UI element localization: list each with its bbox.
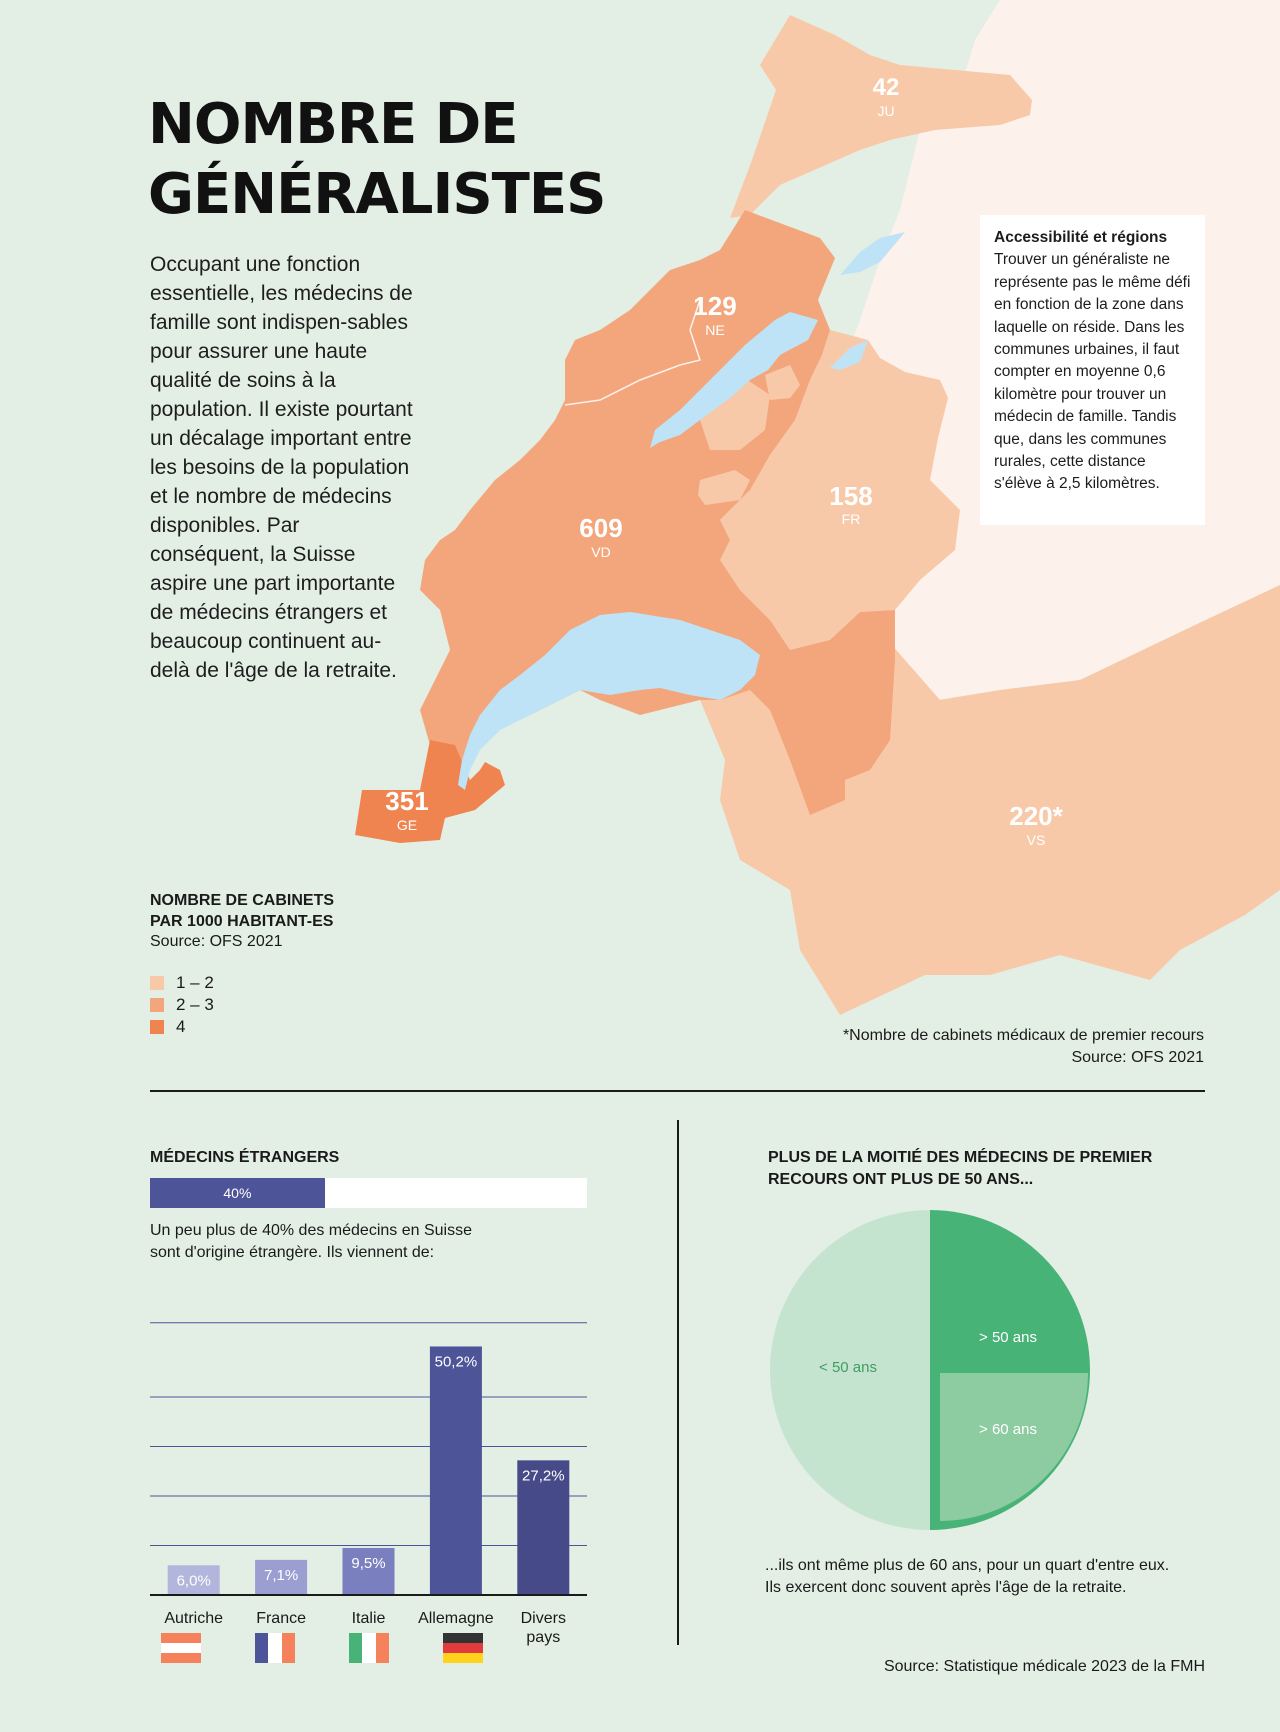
legend-title-line-2: PAR 1000 HABITANT-ES bbox=[150, 913, 334, 930]
canton-vd-code: VD bbox=[591, 544, 611, 560]
canton-fr-value: 158 bbox=[829, 481, 873, 511]
foreign-description-line-2: sont d'origine étrangère. Ils viennent de: bbox=[150, 1244, 435, 1261]
bar-category-label: France bbox=[256, 1610, 306, 1627]
footnote-line-1: *Nombre de cabinets médicaux de premier recours bbox=[842, 1027, 1204, 1044]
canton-ne-value: 129 bbox=[693, 291, 737, 321]
legend-label: 2 – 3 bbox=[176, 995, 214, 1014]
france-flag-icon bbox=[255, 1633, 295, 1663]
intro-paragraph: Occupant une fonction essentielle, les médecins de famille sont indispen-sables pour assurer une haute qualité de soins à la population. Il existe pourtant un décalage important entre les besoins de la population et le nombre de médecins disponibles. Par conséquent, la Suisse aspire une part importante de médecins étrangers et beaucoup continuent au-delà de l'âge de la retraite. bbox=[150, 253, 413, 682]
footnote-line-2: Source: OFS 2021 bbox=[1071, 1049, 1204, 1066]
bar-value-label: 27,2% bbox=[522, 1467, 565, 1485]
legend-source: Source: OFS 2021 bbox=[150, 933, 283, 950]
bar-value-label: 6,0% bbox=[176, 1572, 211, 1590]
bar-category-label: Italie bbox=[351, 1610, 386, 1627]
austria-flag-icon bbox=[161, 1633, 201, 1663]
canton-ju-code: JU bbox=[877, 103, 895, 119]
age-note-line-2: Ils exercent donc souvent après l'âge de la retraite. bbox=[765, 1579, 1127, 1596]
map-footnote bbox=[843, 1025, 1204, 1069]
age-title-line-1: PLUS DE LA MOITIÉ DES MÉDECINS DE PREMIER bbox=[768, 1149, 1153, 1166]
pie-label-over-60: > 60 ans bbox=[979, 1421, 1037, 1438]
canton-vd-value: 609 bbox=[579, 513, 623, 543]
pie-label-under-50: < 50 ans bbox=[819, 1359, 877, 1376]
page-title-line-1: NOMBRE DE bbox=[148, 92, 518, 157]
legend-label: 4 bbox=[176, 1017, 186, 1036]
age-title bbox=[768, 1147, 1152, 1191]
canton-fr-code: FR bbox=[841, 511, 861, 527]
bar-value-label: 7,1% bbox=[263, 1566, 299, 1584]
age-note bbox=[765, 1555, 1169, 1599]
foreign-doctors-title: MÉDECINS ÉTRANGERS bbox=[150, 1149, 340, 1166]
foreign-description-line-1: Un peu plus de 40% des médecins en Suisse bbox=[150, 1222, 472, 1239]
canton-ge-code: GE bbox=[396, 817, 418, 833]
canton-ge-value: 351 bbox=[385, 786, 429, 816]
page-title-line-2: GÉNÉRALISTES bbox=[148, 162, 606, 227]
legend-title-line-1: NOMBRE DE CABINETS bbox=[150, 892, 335, 909]
legend-label: 1 – 2 bbox=[176, 973, 214, 992]
info-box bbox=[980, 215, 1205, 525]
pie-label-over-50: > 50 ans bbox=[979, 1329, 1037, 1346]
info-box-title: Accessibilité et régions bbox=[994, 229, 1168, 246]
bar-allemagne bbox=[430, 1346, 482, 1595]
bar-category-label: Divers pays bbox=[520, 1610, 566, 1646]
canton-vs-value: 220* bbox=[1009, 801, 1063, 831]
canton-ju-value: 42 bbox=[872, 74, 900, 101]
age-note-line-1: ...ils ont même plus de 60 ans, pour un quart d'entre eux. bbox=[765, 1557, 1170, 1574]
bottom-source: Source: Statistique médicale 2023 de la FMH bbox=[883, 1658, 1205, 1675]
info-box-text: Trouver un généraliste ne représente pas le même défi en fonction de la zone dans laquelle on réside. Dans les communes urbaines, il faut compter en moyenne 0,6 kilomètre pour trouver un médecin de famille. Tandis que, dans les communes rurales, cette distance s'élève à 2,5 kilomètres. bbox=[994, 251, 1191, 493]
pie-chart bbox=[760, 1200, 1100, 1540]
germany-flag-icon bbox=[443, 1633, 483, 1663]
bar-category-label: Allemagne bbox=[418, 1610, 494, 1627]
foreign-share-label: 40% bbox=[223, 1185, 252, 1201]
bar-value-label: 50,2% bbox=[434, 1353, 478, 1371]
bar-value-label: 9,5% bbox=[351, 1554, 386, 1572]
bar-category-label: Autriche bbox=[164, 1610, 224, 1627]
canton-ne-code: NE bbox=[705, 322, 725, 338]
pie-slice-over-60 bbox=[940, 1373, 1088, 1521]
canton-vs-code: VS bbox=[1026, 832, 1046, 848]
italy-flag-icon bbox=[349, 1633, 389, 1663]
age-title-line-2: RECOURS ONT PLUS DE 50 ANS... bbox=[768, 1171, 1034, 1188]
